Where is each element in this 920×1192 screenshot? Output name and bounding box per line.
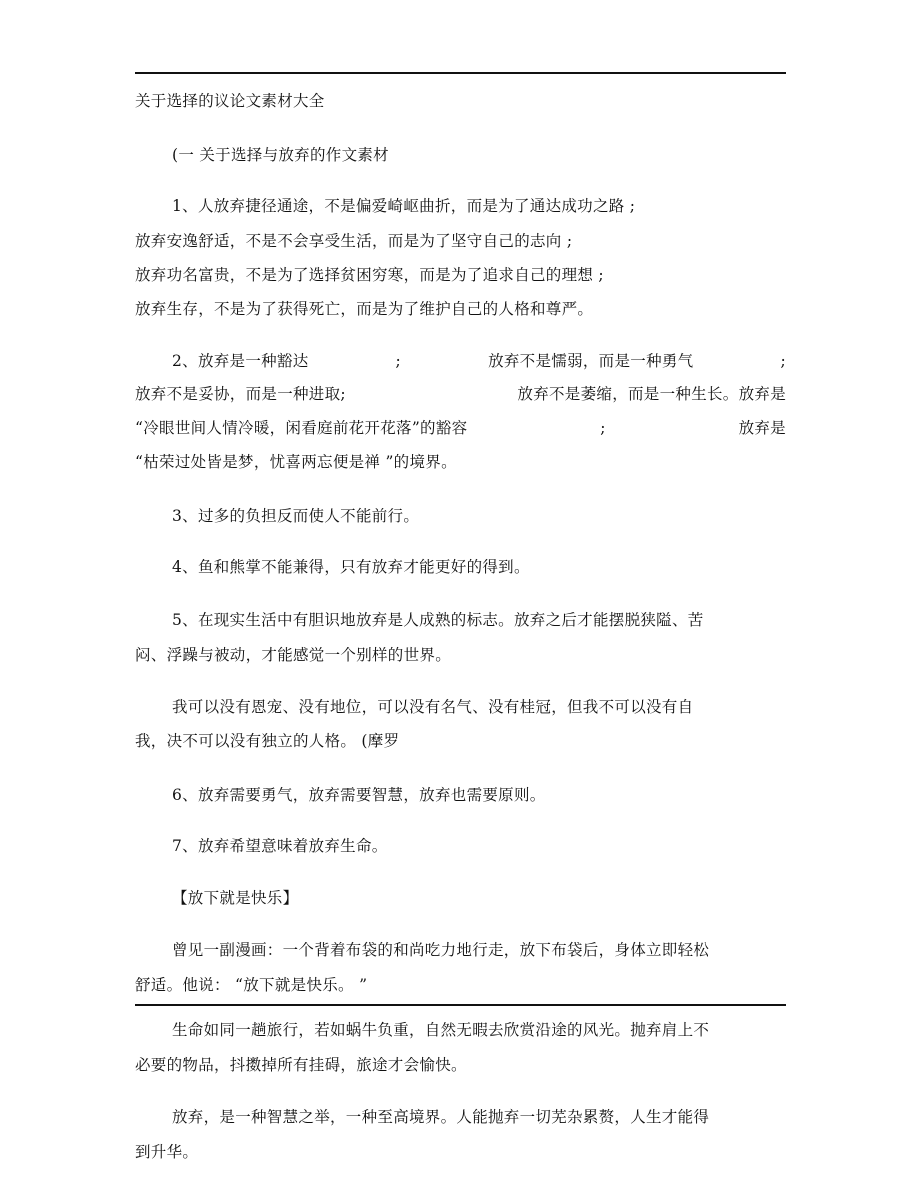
quote-line-2: 我，决不可以没有独立的人格。 (摩罗 — [135, 732, 400, 750]
item-2-seg: ; — [600, 419, 606, 437]
item-2-seg: ; — [780, 352, 786, 370]
item-1-line-4: 放弃生存，不是为了获得死亡，而是为了维护自己的人格和尊严。 — [135, 300, 594, 318]
item-2-seg: 2、放弃是一种豁达 — [172, 352, 309, 370]
top-rule — [135, 72, 786, 74]
item-2-line-2 — [135, 384, 786, 404]
section-heading: (一 关于选择与放弃的作文素材 — [172, 146, 389, 164]
item-1-line-1: 1、人放弃捷径通途，不是偏爱崎岖曲折，而是为了通达成功之路 ; — [172, 197, 636, 215]
subheading: 【放下就是快乐】 — [172, 889, 299, 907]
item-4: 4、鱼和熊掌不能兼得，只有放弃才能更好的得到。 — [172, 558, 530, 576]
item-2-seg: 放弃不是萎缩，而是一种生长。放弃是 — [517, 385, 786, 403]
para-2-line-1: 生命如同一趟旅行，若如蜗牛负重，自然无暇去欣赏沿途的风光。抛弃肩上不 — [172, 1021, 710, 1039]
item-2-seg: 放弃不是妥协，而是一种进取; — [135, 385, 346, 403]
para-3-line-1: 放弃，是一种智慧之举，一种至高境界。人能抛弃一切芜杂累赘，人生才能得 — [172, 1108, 710, 1126]
item-3: 3、过多的负担反而使人不能前行。 — [172, 507, 420, 525]
para-3-line-2: 到升华。 — [135, 1143, 199, 1161]
item-5-line-1: 5、在现实生活中有胆识地放弃是人成熟的标志。放弃之后才能摆脱狭隘、苦 — [172, 611, 704, 629]
item-2-seg: ; — [395, 352, 402, 370]
item-2-seg: 放弃是 — [738, 419, 786, 437]
item-2-line-1 — [172, 351, 786, 371]
para-2-line-2: 必要的物品，抖擞掉所有挂碍，旅途才会愉快。 — [135, 1056, 467, 1074]
item-2-seg: “冷眼世间人情冷暖，闲看庭前花开花落”的豁容 — [135, 419, 468, 437]
page-break-rule — [135, 1004, 786, 1006]
item-1-line-3: 放弃功名富贵，不是为了选择贫困穷寒，而是为了追求自己的理想 ; — [135, 266, 604, 284]
item-2-seg: 放弃不是懦弱，而是一种勇气 — [488, 352, 694, 370]
item-1-line-2: 放弃安逸舒适，不是不会享受生活，而是为了坚守自己的志向 ; — [135, 232, 573, 250]
para-1-line-1: 曾见一副漫画：一个背着布袋的和尚吃力地行走，放下布袋后，身体立即轻松 — [172, 941, 710, 959]
quote-line-1: 我可以没有恩宠、没有地位，可以没有名气、没有桂冠，但我不可以没有自 — [172, 698, 694, 716]
item-2-line-4: “枯荣过处皆是梦，忧喜两忘便是禅 ”的境界。 — [135, 453, 457, 471]
page-title: 关于选择的议论文素材大全 — [135, 92, 325, 110]
item-6: 6、放弃需要勇气，放弃需要智慧，放弃也需要原则。 — [172, 786, 546, 804]
para-1-line-2: 舒适。他说： “放下就是快乐。 ” — [135, 976, 368, 994]
item-5-line-2: 闷、浮躁与被动，才能感觉一个别样的世界。 — [135, 646, 452, 664]
item-2-line-3 — [135, 418, 786, 438]
item-7: 7、放弃希望意味着放弃生命。 — [172, 837, 388, 855]
